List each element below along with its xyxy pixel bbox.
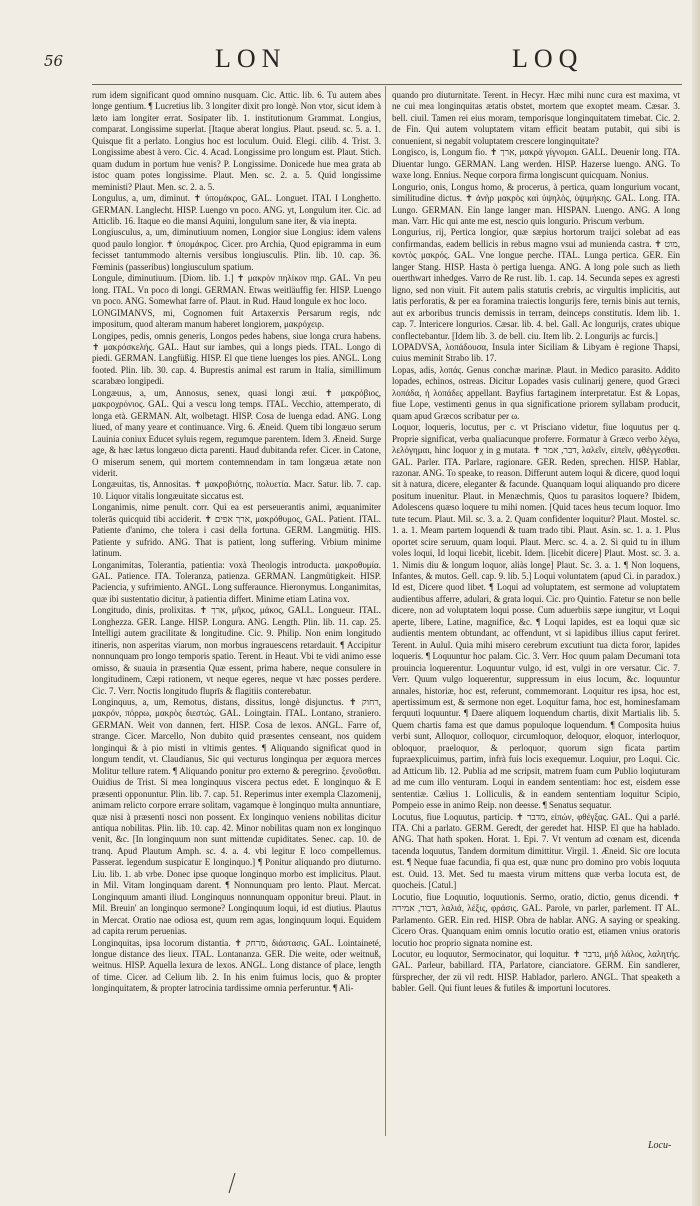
page-edge-shadow	[692, 0, 700, 1206]
entry-paragraph: Locutus, fiue Loquutus, particip. ✝ מדבר, εἰπών, φθέγξας. GAL. Qui a parlé. ITA. Chi a parlato. GERM. Geredt, der geredet hat. HISP. El que ha hablado. ANG. That hath spoken. Horat. 1. Epi. 7. Vt ventum ad cœnam est, dicenda tacenda loquutus, Tandem dormitum dimittitur. Virgil. 1. Æneid. Sic ore locuta est. ¶ Neque fuae facundia, fi qua est, quæ nunc pro domino pro vobis loquuta est. Ouid. 13. Met. Sed tu maesta virum mittens quæ verba locuta est, de quocheis. [Catul.]	[392, 811, 680, 891]
entry-paragraph: Longæuitas, tis, Annositas. ✝ μακροβιότης, πολυετία. Macr. Satur. lib. 7. cap. 10. Liquor vitalis longæuitate siccatus est.	[92, 479, 381, 501]
entry-paragraph: Longinquus, a, um, Remotus, distans, dissitus, longè disjunctus. ✝ רחוק, μακρόν, πόρρω, μακρὸς διεστώς. GAL. Loingtain. ITAL. Lontano, straniero. GERMAN. Weit von dannen, fert. HISP. Cosa de lexos. ANGL. Farre of, strange. Cicer. Marcello, Non dubito quid præsentes censeant, nos quidem longinqui & à pio misti in vltimis gentes. ¶ Aliquando significat quod in longum tendit, vt. Claudianus, Sic qui vecturus longinqua per æquora merces Molitur tellure ratem. ¶ Aliquando ponitur pro externo & peregrino. ξενοῦσθαι. Ouidius de Trist. Si mea longinquus viscera pectus edet. E longinquo & E præsenti opponuntur. Plin. lib. 7. cap. 51. Reperimus inter exempla Clazomenij, animam relicto corpore errare solitam, vagamque è longinquo multa annuntiare, quæ nisi à præsenti nosci non possent. Ex longinquo veniens nobilitas dicitur antiqua nobilitas. Plin. lib. 10. cap. 42. Minor nobilitas quam non ex longinquo venit, &c. [In longinquum non sunt mittendæ cupiditates. Senec. cap. 10. de tranq. Apud Plautum Amph. sc. 4. a. 4. vbi legitur E loco compellemus. Passerat. legendum suspicatur E longinquo.] ¶ Ponitur aliquando pro diuturno. Liu. lib. 1. ab vrbe. Donec ipse quoque longinquo morbo est implicitus. Plaut. in Mil. Vitam longinquam darent. ¶ Nonnunquam pro lento. Plaut. Mercat. Longinquum amanti iliud. Longinquus nonnunquam opponitur breui. Plaut. in Mil. Breuin' an longinquo sermone? Longinquum loqui, id est diutius. Plautus in Mercat. Oratio nae odiosa est, quum rem agas, longinquum loqui. Equidem ad capita rerum peruenias.	[92, 697, 381, 937]
entry-paragraph: Longurio, onis, Longus homo, & procerus, à pertica, quam longurium vocant, similitudine dictus. ✝ ἀνὴρ μακρὸς καὶ ὑψηλὸς, ὑψιμήκης. GAL. Long. ITA. Lungo. GERMAN. Ein lange langer man. HISPAN. Luengo. ANG. A long man. Varr. Hic qui ante me est, nescio quis longurio. Priscum verbum.	[392, 181, 680, 226]
right-column	[392, 90, 680, 1130]
entry-paragraph: LOPADVSA, λοπάδουσα, Insula inter Siciliam & Libyam è regione Thapsi, cuius meminit Strabo lib. 17.	[392, 341, 680, 364]
entry-paragraph: LONGIMANVS, mi, Cognomen fuit Artaxerxis Persarum regis, ndc impositum, quod alteram manum haberet longiorem, μακρόχειρ.	[92, 307, 381, 330]
ink-mark-icon	[225, 1172, 239, 1194]
entry-paragraph: quando pro diuturnitate. Terent. in Hecyr. Hæc mihi nunc cura est maxima, vt ne cui mea longinquitas ætatis obstet, mortem que exoptet meam. Cæsar. 3. bell. ciuil. Tamen rei eius moram, temporisque longinquitatem timebat. Cic. 2. de Fin. Qui autem voluptatem vitam efficit beatam putabit, qui sibi is conuenient, si negabit voluptatem crescere longinquitate?	[392, 90, 680, 146]
page-number: 56	[44, 52, 64, 70]
entry-paragraph: Longitudo, dinis, prolixitas. ✝ ארך, μῆκος, μάκος, GALL. Longueur. ITAL. Longhezza. GER. Lange. HISP. Longura. ANG. Length. Plin. lib. 11. cap. 25. Intelligi autem gracilitate & longitudine. Cic. 9. Philip. Non enim longitudo itineris, non asperitas viarum, non morbus ingrauescens retardauit. ¶ Accipitur nonnunquam pro longo temporis spatio. Terent. in Heaut. Vbi te vidi animo esse omisso, & suauia in præsentia Quæ essent, prima habere, neque consulere in longitudinem, Cæpi rationem, vt neque egeres, neque vt hæc posses perdere. Cic. 7. Verr. Noctis longitudo fluprīs & flagitiis conterebatur.	[92, 605, 381, 696]
entry-paragraph: Longanimis, nime penult. corr. Qui ea est perseuerantis animi, æquanimiter tolerās quicquid tibi acciderit. ✝ ארך אפים, μακρόθυμος, GAL. Patient. ITAL. Patiente d'animo, che tolera i casi della fortuna. GERM. Langmütig. HIS. Patiente y sufrido. ANG. That is patient, long suffering. Vrbium minime latinum.	[92, 502, 381, 559]
column-divider	[385, 86, 386, 1136]
catchword: Locu-	[648, 1140, 672, 1151]
entry-paragraph: Longiusculus, a, um, diminutiuum nomen, Longior siue Longius: idem valens quod paulo longior. ✝ ὑπομάκρος. Cicer. pro Archia, Quod epigramma in eum fecisset tantummodo alternis versibus longiusculis. Plin. lib. 10. cap. 36. Fœminis (passeribus) longiusculum spatium.	[92, 227, 381, 272]
entry-paragraph: Lopas, adis, λοπάς. Genus conchæ marinæ. Plaut. in Medico parasito. Addito lopades, echinos, ostreas. Dicitur Lopades vasis culinarij genere, quod Græci λοπάδα, ἡ λοπάδες appellant. Bayfius fartaginem interpretatur. Est & Lopas, fiue Lope, vestimenti genus in qua significatione priorem syllabam producit, quam apud Græcos scribatur per ω.	[392, 364, 680, 421]
entry-paragraph: Longæuus, a, um, Annosus, senex, quasi longi æui. ✝ μακρόβιος, μακροχρόνιος. GAL. Qui a vescu long temps. ITAL. Vecchio, attemperato, di longa età. GERMAN. Alt, wolbetagt. HISP. Cosa de luenga edad. ANG. Long liued, of many yeare et continuance. Virg. 6. Æneid. Quem tibi longæuo serum Lauinia coniux Educet syluis regem, regumque parentem. Idem 3. Æneid. Surge age, & hæc lætus longæuo dicta parenti. Haud dubitanda refer. Cicer. in Catone, O miserum senem, qui mortem contemnendam in tam longæua ætate non viderit.	[92, 387, 381, 478]
entry-paragraph: Longule, diminutiuum. [Diom. lib. 1.] ✝ μακρὸν πηλίκον πηρ. GAL. Vn peu long. ITAL. Vn poco di longi. GERMAN. Etwas weitläuffig fer. HISP. Luengo vn poco. ANG. Somewhat farre of. Plaut. in Rud. Haud longule ex hoc loco.	[92, 273, 381, 307]
entry-paragraph: Longipes, pedis, omnis generis, Longos pedes habens, siue longa crura habens. ✝ μακρόσκελής. GAL. Haut sur iambes, qui a longs pieds. ITAL. Longo di piedi. GERMAN. Langfüßig. HISP. El que tiene luenges los pies. ANGL. Long footed. Plin. lib. 30. cap. 4. Buprestis animal est rarum in Italia, simillimum scarabæo longipedi.	[92, 330, 381, 387]
running-head-right: LOQ	[512, 44, 584, 73]
entry-paragraph: Longinquitas, ipsa locorum distantia. ✝ מרחק, διάστασις. GAL. Lointaineté, longue distance des lieux. ITAL. Lontananza. GER. Die weite, oder weitnuß, weitnus. HISP. Aquella lexura de lexos. ANGL. Long distance of place, length of time. Cicer. ad Celium lib. 2. In his enim fuimus locis, quo & propter longinquitatem, & propter latrocinia tardissime omnia perferuntur. ¶ Ali-	[92, 937, 381, 994]
left-column	[92, 90, 381, 1130]
entry-paragraph: Locutor, eu loquutor, Sermocinator, qui loquitur. ✝ נדבר, μήδ λάλος, λαλητής. GAL. Parleur, babillard. ITA, Parlatore, cianciatore. GERM. Ein sandlerer, fürsprecher, der zü vil redt. HISP. Hablador, parlero. ANGL. That speaketh a babler. Gell. Qui fiunt leues & futiles & importuni locutores.	[392, 948, 680, 994]
entry-paragraph: Loquor, loqueris, locutus, per c. vt Prisciano videtur, fiue loquutus per q. Proprie significat, verba qualiacunque proferre. Formatur à Græco verbo λέγω, λελόγημαι, hinc loquor χ in g mutata. ✝ דבר, אמר, λαλεῖν, εἰπεῖν, φθέγγεσθαι. GAL. Parler. ITA. Parlare, ragionare. GER. Reden, sprechen. HISP. Hablar, razonar. ANG. To speake, to reason. Differunt autem loqui & dicere, quod loqui sit à natura, dicere, eleganter & facunde. Quanquam loqui aliquando pro dicere positum inuenitur. Plaut. in Menæchmis, Quos tu parasitos loquere? Ibidem, Adolescens quæso loquere tu mihi nomen. [Quid taces heus tecum loquor. Imo tute tecum. Plaut. Mil. sc. 3. a. 2. Quam confidenter loquitur? Plaut. Mostel. sc. 1. a. 1. Meam partem loquendi & tuam trado tibi. Plaut. Asin. sc. 1. a. 1. Plus oportet scire seruum, quam loqui. Plaut. Merc. sc. 4. a. 2. Si quid tu in illum voles loqui, Id loqui licebit, licebit. Idem. [licebit dicere] Plaut. Most. sc. 3. a. 1. Nimis diu & longum loquor, aliàs longe] Plaut. Sc. 3. a. 1. ¶ Non loquens, Infantes, & mutos. Gell. cap. 9. lib. 5.] Loqui voluntatem (apud Ci. in paradox.) Id est, Dicere quod libet. ¶ Loqui ad voluptatem, est sermone ad voluptatem audientibus afferre, adulari, & grata loqui. Cic. pro Quintio. Fatetur se non belle dicere, non ad voluptatem loqui posse. Cum aduerbiis sæpe iungitur, vt Loqui aperte, libere, Latine, magnifice, &c. ¶ Loqui lapides, est ea loqui quæ sic audientis mentem obtundant, ac offendunt, vt si lapidibus illius caput feriret. Terent. in Aulul. Quia mihi misero cerebrum excutiunt tua dicta foror, lapides loqueris. ¶ Loquuntur hoc palam. Cic. 3. Verr. Hoc quum palam Decumani tota prouincia loquerentur. Loquuntur vulgo, id est, vulgi in ore versatur. Cic. 7. Verr. Quum vulgo loquerentur, suppressum in eius locum, &c. loquuntur annales, historiæ, hoc est, referunt, commemorant. Loquitur res ipsa, hoc est, apertissimum est, & sermone non eget. Loquitur fama, hoc est, hominesfamam ferquuti loquuntur. ¶ Daere aliquem loquendum chartis, dixit Martialis lib. 5. Quem chartis fama est que damus populoque loquendum. ¶ Composita huius verbi sunt, Alloquor, colloquor, circumloquor, deloquor, eloquor, interloquor, obloquor, praeloquor, & perloquor, quorum sign ficata partim fupraexplicuimus, partim, infrà fuis locis exequemur. Loquiur, pro Loqui. Cic. ad Atticum lib. 12. Publia ad me scripsit, matrem fuam cum Publio loqiuturam ad me cum illo venturam. Loqui in eandem sententiam: hoc est, eisdem esse sententiæ. Cælius 1. Lolliculis, & in eandem sententiam loquitur Scipio, Pompeio esse in animo Reip. non deesse. ¶ Senatus sequatur.	[392, 422, 680, 811]
entry-paragraph: Longanimitas, Tolerantia, patientia: voxà Theologis introducta. μακροθυμία. GAL. Patience. ITA. Toleranza, patienza. GERMAN. Langmütigkeit. HISP. Paciencia, y sufrimiento. ANGL. Long sufferaunce. Hieronymus. Longanimitas, quæ ibi sustentatio dicitur, à patientia differt. Minime etiam Latina vox.	[92, 559, 381, 604]
running-head-left: LON	[215, 44, 287, 73]
entry-paragraph: Longisco, is, Longum fio. ✝ ארך, μακρὰ γίγνομαι. GALL. Deuenir long. ITA. Diuentar lungo. GERMAN. Lang werden. HISP. Hazerse luengo. ANG. To waxe long. Ennius. Neque corpora firma longiscunt quicquam. Nonius.	[392, 147, 680, 181]
entry-paragraph: Locutio, fiue Loquutio, loquutionis. Sermo, oratio, dictio, genus dicendi. ✝ דבור, אמירה, λαλιά, λέξις, φράσις. GAL. Parole, vn parler, parlement. IT AL. Parlamento. GER. Ein red. HISP. Obra de hablar. ANG. A saying or speaking. Cicero Oras. Quanquam enim omnis locutio oratio est, etiamen vnius oratoris locutio hoc proprio signata nomine est.	[392, 891, 680, 948]
entry-paragraph: Longulus, a, um, diminut. ✝ ὑπομάκρος, GAL. Longuet. ITAL I Longhetto. GERMAN. Langlecht. HISP. Luengo vn poco. ANG. yt, Longulum iter. Cic. ad Atticlib. 16. Itaque eo die mansi Aquini, longulum sane iter, & via inepta.	[92, 193, 381, 226]
entry-paragraph: rum idem significant quod omnino nusquam. Cic. Attic. lib. 6. Tu autem abes longe gentium. ¶ Lucretius lib. 3 longiter dixit pro longè. Non vtor, sicut idem à læto iam longiter errat. Sosipater lib. 1. institutionum Grammat. Longius, comparat. Longissime superlat. [Itaque aberat longius. Plaut. pseud. sc. 5. a. 1. Quisque fit a perlato. Longius hoc est loculum. Ouid. Elegi. cilib. 4. Trist. 3. Longissime abest à vero. Cic. 4. Acad. Longissime pro longum est. Plaut. Stich. quam dudum in portum hue venis? P. Longissime. Donicede hue mea grata ab istoc quam potes longissime. Plaut. Men. sc. 2. a. 5. Quid longissime meministi? Plaut. Men. sc. 2. a. 5.	[92, 90, 381, 192]
header-rule	[92, 84, 682, 85]
entry-paragraph: Longurius, rij, Pertica longior, quæ sæpius hortorum traijci solebat ad eas confirmandas, eadem bellicis in rebus magno vsui ad munienda castra. ✝ מוט, κοντὸς μακρός. GAL. Vne longue perche. ITAL. Lunga pertica. GER. Ein langer Stang. HISP. Hasta ò pertiga luenga. ANG. A long pole such as lieth ouerthwart inhedges. Varro de Re rust. lib. 1. cap. 14. Secunda sepes ex agresti ligno, sed non viuit. Fit autem palis statutis crebris, ac virgultis implicitis, aut latis perforatis, & per ea foramina traiectis longurijs fere, ternis binis aut ternis, aut ex arboribus truncis demissis in terram, deinceps constitutis. Idem lib. 1. cap. 7. Intericere longurios. Cæsar. lib. 4. bel. Gall. Ac longurijs, crates ubique conflectebantur. [Idem lib. 3. de bell. ciu. Item lib. 2. Longurijs ac furcis.]	[392, 227, 680, 341]
